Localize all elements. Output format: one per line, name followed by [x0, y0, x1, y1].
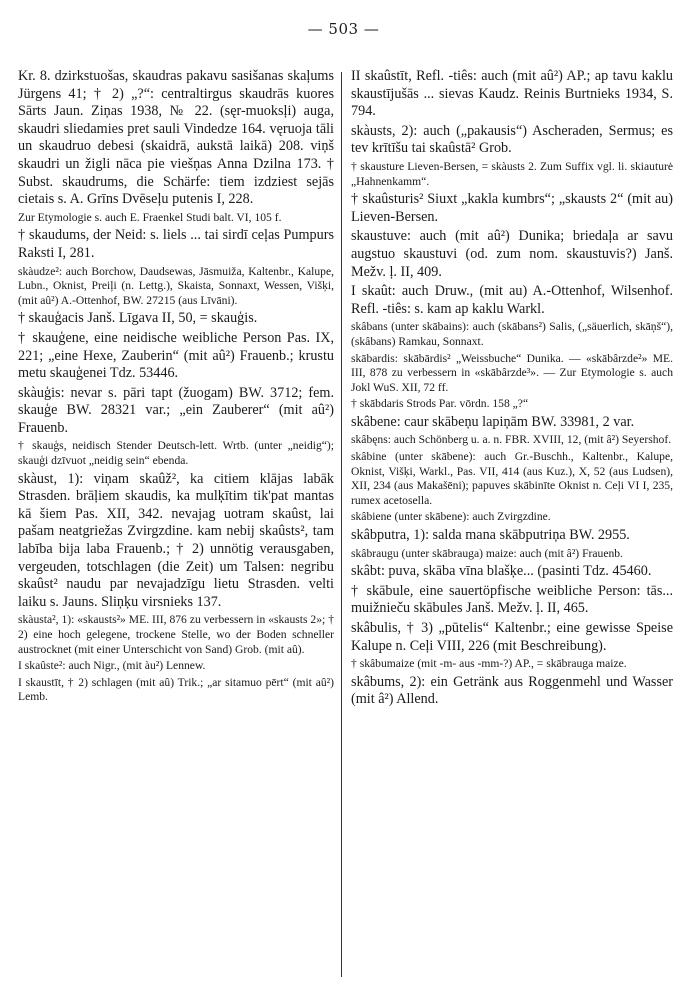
dictionary-entry: skàusta², 1): «skausts²» ME. III, 876 zu verbessern in «skausts 2»; † 2) eine hoch gelegene, trockene Stelle, wo der Boden schneller austrocknet (mit einer Unterschicht von Sand) Grob. (mit aû).	[18, 613, 334, 656]
column-divider	[341, 72, 342, 977]
dictionary-entry: skābardis: skābārdis² „Weissbuche“ Dunika. — «skābârzde²» ME. III, 878 zu verbessern in «skābârzde³». — Zur Etymologie s. auch Jokl WuS. XII, 72 ff.	[351, 351, 673, 394]
dictionary-entry: skàust, 1): viņam skaûž², ka citiem klājas labāk Strasden. brāļiem skaudis, ka mulķītim tik'pat mantas kā šiem Pas. XII, 342. nevajag uotram skaûst, lai pašam neatgriežas Zvirgzdine. kam nebij skaûsts², tam labība bija laba Frauenb.; † 2) unnötig verausgaben, vergeuden, totschlagen (die Zeit) um Talsen: negribu skaûst² naudu par nevajadzīgu lietu Strasden. velti laiku s. Jauns. Sliņķu virsnieks 137.	[18, 470, 334, 610]
dictionary-entry: I skaûste²: auch Nigr., (mit àu²) Lennew.	[18, 659, 206, 673]
dictionary-entry: † skābule, eine sauertöpfische weibliche Person: tās... muižnieču skābules Janš. Mežv. ļ. II, 465.	[351, 582, 673, 617]
dictionary-entry: Kr. 8. dzirkstuošas, skaudras pakavu sasišanas skaļums Jürgens 41; † 2) „?“: centraltirgus skaudrās kuores Sārts Jaun. Ziņas 1938, № 22. (sęr-muoksļi) auga, skaudri sliedamies pret sauli Vindedze 164. vęruoja tāli un skaudruo debesi (skaidrā, aukstā laikā) 208. viņš skaudri un žigli nāca pie viešņas Anna Dzilna 173. † Subst. skaudrums, die Schärfe: tiem izdziest sejās cietais s. A. Grīns Dvēseļu putenis I, 228.	[18, 68, 334, 208]
dictionary-entry: skâbans (unter skābains): auch (skābans²) Salis, („säuerlich, skāņš“), (skâbans) Ramkau, Sonnaxt.	[351, 320, 673, 348]
page-number: — 503 —	[307, 20, 380, 38]
dictionary-entry: skàusts, 2): auch („pakausis“) Ascheraden, Sermus; es tev krītīšu tai skaûstā² Grob.	[351, 122, 673, 157]
dictionary-entry: skâbraugu (unter skābrauga) maize: auch (mit â²) Frauenb.	[351, 546, 623, 560]
dictionary-entry: † skaûsturis² Siuxt „kakla kumbrs“; „skausts 2“ (mit au) Lieven-Bersen.	[351, 191, 673, 225]
dictionary-entry: skàudze²: auch Borchow, Daudsewas, Jāsmuiža, Kaltenbr., Kalupe, Lubn., Oknist, Preiļi (n. Lettg.), Skaista, Sonnaxt, Wessen, Višķi, (mit aû²) A.-Ottenhof, BW. 27215 (aus Līvāni).	[18, 264, 334, 307]
dictionary-entry: † skâbumaize (mit -m- aus -mm-?) AP., = skābrauga maize.	[351, 657, 627, 671]
dictionary-entry: skâbt: puva, skāba vīna blašķe... (pasinti Tdz. 45460.	[351, 563, 652, 580]
dictionary-entry: Zur Etymologie s. auch E. Fraenkel Studi balt. VI, 105 f.	[18, 210, 282, 224]
dictionary-entry: † skauģacis Janš. Līgava II, 50, = skauģis.	[18, 310, 258, 327]
dictionary-entry: † skausture Lieven-Bersen, = skàusts 2. Zum Suffix vgl. li. skiauturė „Hahnenkamm“.	[351, 159, 673, 188]
dictionary-entry: skâbine (unter skābene): auch Gr.-Buschh., Kaltenbr., Kalupe, Oknist, Višķi, Warkl., Pas. VII, 414 (aus Kuz.), X, 52 (aus Ludsen), XII, 234 (aus Makašēni); papuves skābinīte Oknist n. Ceļi VI I, 235, rumex acetosella.	[351, 450, 673, 507]
dictionary-entry: skaustuve: auch (mit aû²) Dunika; briedaļa ar savu augstuo skaustuvi (od. zum nom. skaustuvis?) Janš. Mežv. ļ. II, 409.	[351, 228, 673, 280]
right-column	[351, 68, 673, 711]
dictionary-entry: skâbiene (unter skābene): auch Zvirgzdine.	[351, 510, 551, 524]
dictionary-entry: † skaudums, der Neid: s. liels ... tai sirdī ceļas Pumpurs Raksti I, 281.	[18, 227, 334, 261]
dictionary-entry: skàuģis: nevar s. pāri tapt (žuogam) BW. 3712; fem. skauģe BW. 28321 var.; „ein Zauberer“ (mit aû²) Frauenb.	[18, 384, 334, 436]
dictionary-entry: skâbęns: auch Schönberg u. a. n. FBR. XVIII, 12, (mit â²) Seyershof.	[351, 433, 672, 447]
dictionary-entry: skâbulis, † 3) „pūtelis“ Kaltenbr.; eine gewisse Speise Kalupe n. Ceļi VIII, 226 (mit Beschreibung).	[351, 620, 673, 654]
left-column	[18, 68, 334, 707]
dictionary-entry: † skauģs, neidisch Stender Deutsch-lett. Wrtb. (unter „neidig“); skauģi dzīvuot „neidig sein“ ebenda.	[18, 439, 334, 468]
dictionary-entry: II skaûstīt, Refl. -tiês: auch (mit aû²) AP.; ap tavu kaklu skaustījušās ... sievas Kaudz. Reinis Burtnieks 1934, S. 794.	[351, 68, 673, 120]
dictionary-entry: skâbene: caur skābeņu lapiņām BW. 33981, 2 var.	[351, 413, 635, 430]
dictionary-entry: I skaustīt, † 2) schlagen (mit aû) Trik.; „ar sitamuo pērt“ (mit aû²) Lemb.	[18, 675, 334, 704]
dictionary-entry: † skābdaris Strods Par. vōrdn. 158 „?“	[351, 397, 529, 411]
dictionary-entry: skâbums, 2): ein Getränk aus Roggenmehl und Wasser (mit â²) Allend.	[351, 673, 673, 708]
dictionary-entry: skâbputra, 1): salda mana skābputriņa BW. 2955.	[351, 527, 630, 544]
dictionary-entry: I skaût: auch Druw., (mit au) A.-Ottenhof, Wilsenhof. Refl. -tiês: s. kam ap kaklu Warkl.	[351, 283, 673, 317]
dictionary-entry: † skauģene, eine neidische weibliche Person Pas. IX, 221; „eine Hexe, Zauberin“ (mit aû²) Frauenb.; krustu metu skauģenei Tdz. 53446.	[18, 329, 334, 382]
